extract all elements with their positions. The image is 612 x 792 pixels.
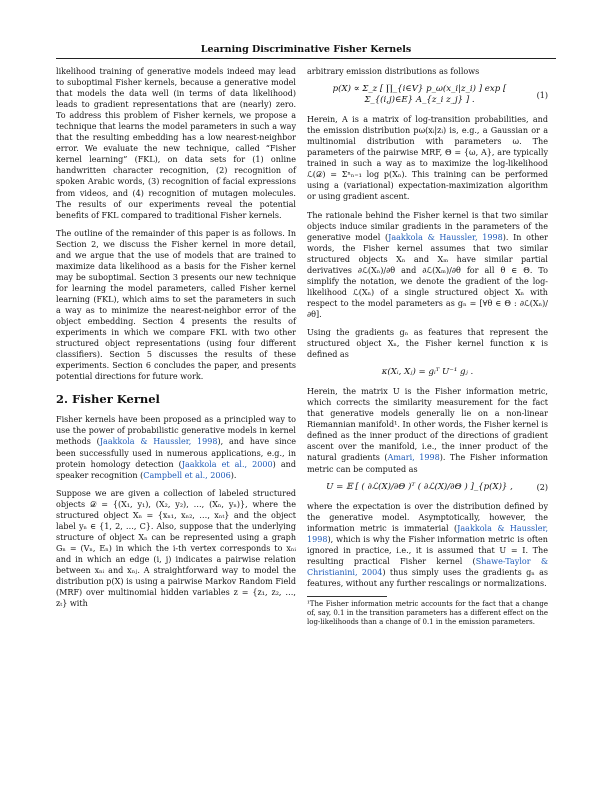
equation-2-number: (2) [536, 482, 548, 492]
emission-paragraph: arbitrary emission distributions as follows [307, 67, 480, 76]
section-title: 2. Fisher Kernel [56, 392, 160, 407]
equation-1-body: p(X) ∝ Σ_z [ ∏_{i∈V} p_ω(x_i|z_i) ] exp [ Σ_{(i,j)∈E} A_{z_i z_j} ] . [332, 84, 507, 106]
citation-link[interactable]: Jaakkola & Haussler, 1998 [99, 437, 218, 447]
setup-paragraph: Suppose we are given a collection of labeled structured objects 𝒟 = {(X₁, y₁), (X₂, y₂), …, (Xₙ, yₙ)}, where the structured object Xₙ = {xₙ₁, xₙ₂, …, xₙₜ} and the object label yₙ ∈ {1, 2, …, C}. Also, suppose that the underlying structure of object Xₙ can be represented using a graph Gₙ = (Vₙ, Eₙ) in which the i-th vertex corresponds to xₙᵢ and in which an edge (i, j) indicates a pairwise relation between xₙᵢ and xₙⱼ. A straightforward way to model the distribution p(X) is using a pairwise Markov Random Field (MRF) over multinomial hidden variables z = {z₁, z₂, …, zₜ} with [56, 488, 296, 609]
citation-link[interactable]: Jaakkola & Haussler, 1998 [388, 232, 503, 242]
features-paragraph: Using the gradients gₙ as features that represent the structured object Xₙ, the Fisher kernel function κ is defined as [307, 327, 548, 360]
running-header: Learning Discriminative Fisher Kernels [200, 44, 412, 55]
citation-link[interactable]: Jaakkola et al., 2000 [181, 459, 273, 469]
rationale-paragraph: The rationale behind the Fisher kernel is that two similar objects induce similar gradients in the parameters of the generative model (Jaakkola & Haussler, 1998). In other words, the Fisher kernel assumes that two similar structured objects Xₙ and Xₘ have similar partial derivatives ∂ℒ(Xₙ)/∂θ and ∂ℒ(Xₘ)/∂θ for all θ ∈ Θ. To simplify the notation, we denote the gradient of the log-likelihood ℒ(Xₙ) of a single structured object Xₙ with respect to the model parameters as gₙ = [∀θ ∈ Θ : ∂ℒ(Xₙ)/∂θ]. [307, 210, 549, 319]
equation-1 [307, 84, 548, 106]
equation-2 [307, 482, 548, 493]
footnote-rule [307, 596, 387, 597]
citation-link[interactable]: Amari, 1998 [387, 453, 440, 463]
kernel-equation [307, 367, 548, 378]
right-column [307, 66, 548, 627]
practical-kernel-paragraph: where the expectation is over the distribution defined by the generative model. Asymptotically, however, the information metric is immaterial (Jaakkola & Haussler, 1998), which is why the Fisher information metric is often ignored in practice, i.e., it is assumed that U = I. The resulting practical Fisher kernel (Shawe-Taylor & Christianini, 2004) thus simply uses the gradients gₙ as features, without any further rescalings or normalizations. [307, 501, 548, 588]
kernel-equation-body: κ(Xᵢ, Xⱼ) = gᵢᵀ U⁻¹ gⱼ . [381, 367, 474, 378]
fisher-intro-paragraph: Fisher kernels have been proposed as a principled way to use the power of probabilistic generative models in kernel methods (Jaakkola & Haussler, 1998), and have since been successfully used in numerous applications, e.g., in protein homology detection (Jaakkola et al., 2000) and speaker recognition (Campbell et al., 2006). [56, 415, 297, 480]
citation-link[interactable]: Shawe-Taylor & Christianini, 2004 [307, 556, 548, 577]
metric-paragraph: Herein, the matrix U is the Fisher information metric, which corrects the similarity measurement for the fact that generative models generally lie on a non-linear Riemannian manifold¹. In other words, the Fisher kernel is defined as the inner product of the directions of gradient ascent over the manifold, i.e., the inner product of the natural gradients (Amari, 1998). The Fisher information metric can be computed as [307, 387, 548, 474]
outline-paragraph: The outline of the remainder of this paper is as follows. In Section 2, we discuss the Fisher kernel in more detail, and we argue that the use of models that are trained to maximize data likelihood as a basis for the Fisher kernel may be suboptimal. Section 3 presents our new technique for learning the model parameters, called Fisher kernel learning (FKL), which aims to set the parameters in such a way as to minimize the nearest-neighbor error of the object embedding. Section 4 presents the results of experiments in which we compare FKL with two other structured object representations (using four different classifiers). Section 5 discusses the results of these experiments. Section 6 concludes the paper, and presents potential directions for future work. [56, 228, 296, 382]
left-column [56, 66, 296, 616]
intro-paragraph: likelihood training of generative models indeed may lead to suboptimal Fisher kernels, because a generative model that models the data well (in terms of data likelihood) leads to gradient representations that are (nearly) zero. To address this problem of Fisher kernels, we propose a technique that learns the model parameters in such a way that the resulting embedding has a low nearest-neighbor error. We evaluate the new technique, called “Fisher kernel learning” (FKL), on data sets for (1) online handwritten character recognition, (2) recognition of spoken Arabic words, (3) recognition of facial expressions from videos, and (4) recognition of mutagen molecules. The results of our experiments reveal the potential benefits of FKL compared to traditional Fisher kernels. [56, 67, 296, 220]
citation-link[interactable]: Campbell et al., 2006 [143, 470, 231, 480]
equation-2-body: U = 𝔼 [ ( ∂ℒ(X)/∂Θ )ᵀ ( ∂ℒ(X)/∂Θ ) ]_{p(X)} , [326, 481, 513, 492]
header-rule [56, 58, 556, 59]
parameters-paragraph: Herein, A is a matrix of log-transition probabilities, and the emission distribution pω(xᵢ|zᵢ) is, e.g., a Gaussian or a multinomial distribution with parameters ω. The parameters of the pairwise MRF, Θ = {ω, A}, are typically trained in such a way as to maximize the log-likelihood ℒ(𝒟) = Σⁿₙ₌₁ log p(Xₙ). This training can be performed using a (variational) expectation-maximization algorithm or using gradient ascent. [307, 115, 548, 202]
footnote: ¹The Fisher information metric accounts for the fact that a change of, say, 0.1 in the transition parameters has a different effect on the log-likelihoods than a change of 0.1 in the emission parameters. [307, 599, 548, 626]
citation-link[interactable]: Jaakkola & Haussler, 1998 [307, 523, 548, 544]
equation-1-number: (1) [536, 90, 548, 100]
